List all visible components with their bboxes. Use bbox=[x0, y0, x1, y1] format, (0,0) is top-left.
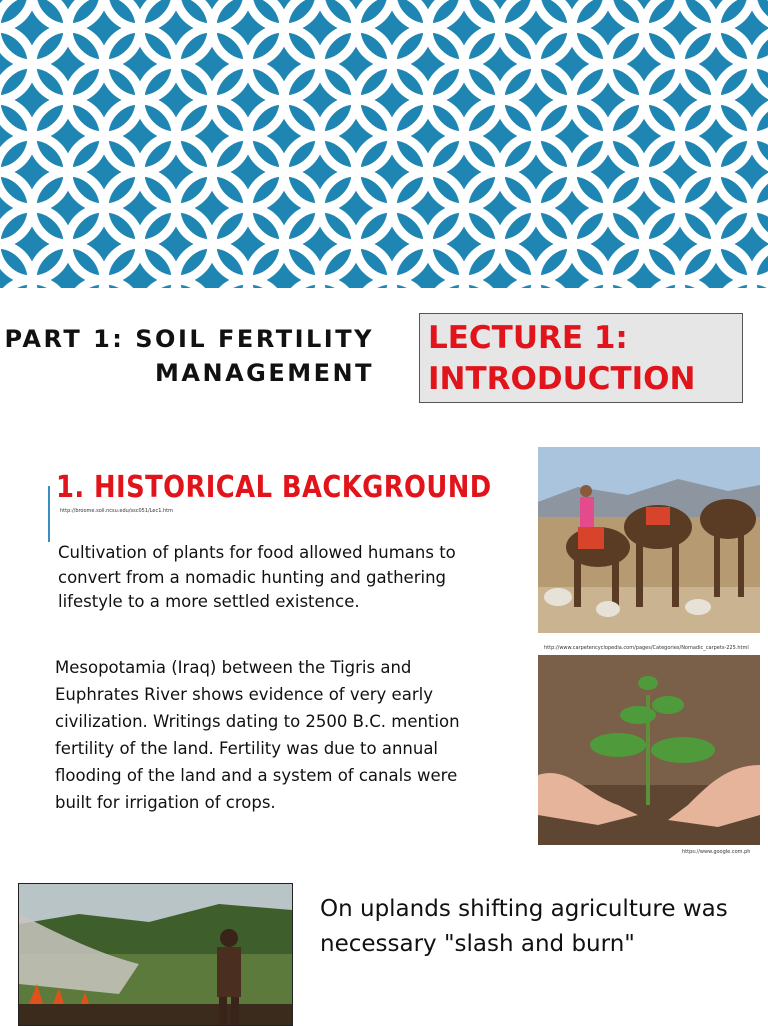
slash-and-burn-photo bbox=[18, 883, 293, 1026]
lecture-title-line2: INTRODUCTION bbox=[428, 361, 696, 397]
source-url: http://broome.soil.ncsu.edu/ssc051/Lec1.htm bbox=[60, 508, 173, 514]
nomadic-caravan-photo bbox=[538, 447, 760, 633]
accent-bar bbox=[48, 486, 50, 542]
lecture-title-line1: LECTURE 1: bbox=[428, 320, 628, 356]
part-title-line1: PART 1: SOIL FERTILITY bbox=[4, 325, 374, 353]
seedling-planting-photo bbox=[538, 655, 760, 845]
camels-photo-caption: http://www.carpetencyclopedia.com/pages/Categories/Nomadic_carpets-225.html bbox=[544, 645, 749, 651]
lecture-title-box bbox=[419, 313, 743, 403]
decorative-banner bbox=[0, 0, 768, 288]
lecture-title bbox=[428, 318, 695, 400]
part-title-line2: MANAGEMENT bbox=[155, 359, 374, 387]
seedling-photo-caption: https://www.google.com.ph bbox=[682, 849, 751, 855]
circle-lattice-pattern bbox=[0, 0, 768, 288]
part-title bbox=[5, 322, 374, 390]
cultivation-paragraph: Cultivation of plants for food allowed humans to convert from a nomadic hunting and gathering lifestyle to a more settled existence. bbox=[58, 543, 456, 611]
uplands-paragraph: On uplands shifting agriculture was necessary "slash and burn" bbox=[320, 896, 728, 957]
section-heading: 1. HISTORICAL BACKGROUND bbox=[56, 470, 492, 505]
mesopotamia-paragraph: Mesopotamia (Iraq) between the Tigris and Euphrates River shows evidence of very early civilization. Writings dating to 2500 B.C. mention fertility of the land. Fertility was due to annual flooding of the land and a system of canals were built for irrigation of crops. bbox=[55, 658, 460, 812]
